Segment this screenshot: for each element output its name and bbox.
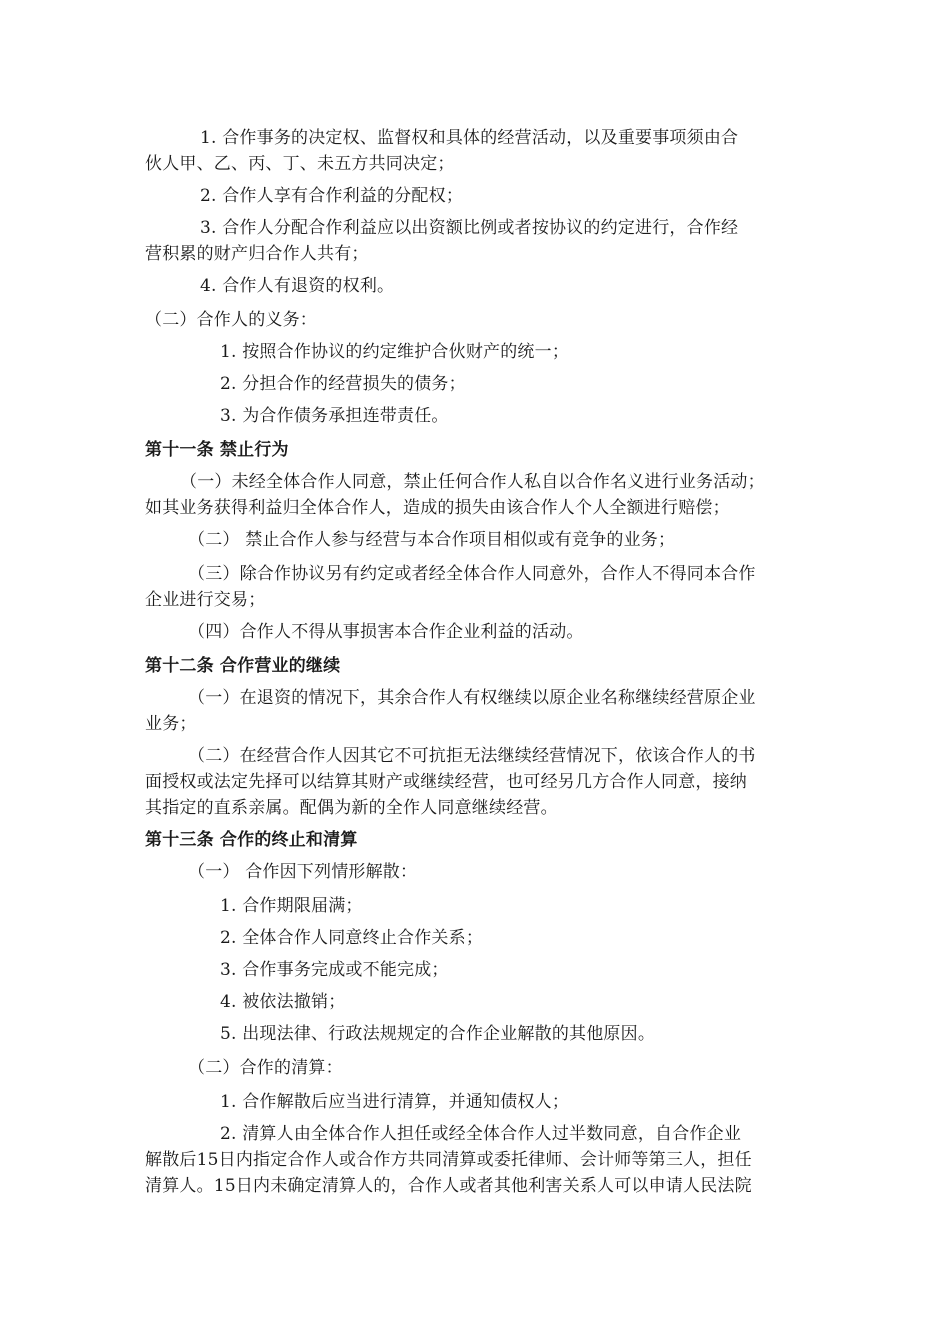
section-subheading: （二）合作人的义务： (145, 310, 317, 330)
paragraph-line: （四）合作人不得从事损害本合作企业利益的活动。 (188, 622, 584, 642)
paragraph-line: 4. 合作人有退资的权利。 (200, 276, 395, 296)
paragraph-line: 1. 按照合作协议的约定维护合伙财产的统一； (220, 342, 570, 362)
paragraph-line: 营积累的财产归合作人共有； (145, 244, 369, 264)
paragraph-line: 3. 为合作债务承担连带责任。 (220, 406, 449, 426)
section-subheading: （二）合作的清算： (188, 1058, 343, 1078)
list-item: 1. 合作期限届满； (220, 896, 363, 916)
article-heading: 第十二条 合作营业的继续 (145, 656, 341, 676)
paragraph-line: （一）在退资的情况下，其余合作人有权继续以原企业名称继续经营原企业 (188, 688, 756, 708)
paragraph-line: 业务； (145, 714, 197, 734)
paragraph-line: 面授权或法定先择可以结算其财产或继续经营，也可经另几方合作人同意，接纳 (145, 772, 747, 792)
list-item: 3. 合作事务完成或不能完成； (220, 960, 449, 980)
list-item: 4. 被依法撤销； (220, 992, 346, 1012)
paragraph-line: 解散后15日内指定合作人或合作方共同清算或委托律师、会计师等第三人，担任 (145, 1150, 752, 1170)
paragraph-line: 其指定的直系亲属。配偶为新的全作人同意继续经营。 (145, 798, 558, 818)
paragraph-line: （二） 禁止合作人参与经营与本合作项目相似或有竞争的业务； (188, 530, 676, 550)
paragraph-line: 企业进行交易； (145, 590, 266, 610)
paragraph-line: 2. 清算人由全体合作人担任或经全体合作人过半数同意，自合作企业 (220, 1124, 742, 1144)
article-heading: 第十一条 禁止行为 (145, 440, 289, 460)
paragraph-line: 伙人甲、乙、丙、丁、未五方共同决定； (145, 154, 455, 174)
paragraph-line: （一）未经全体合作人同意，禁止任何合作人私自以合作名义进行业务活动； (180, 472, 765, 492)
list-item: 1. 合作解散后应当进行清算，并通知债权人； (220, 1092, 570, 1112)
paragraph-line: 3. 合作人分配合作利益应以出资额比例或者按协议的约定进行，合作经 (200, 218, 739, 238)
list-item: 5. 出现法律、行政法规规定的合作企业解散的其他原因。 (220, 1024, 656, 1044)
paragraph-line: 1. 合作事务的决定权、监督权和具体的经营活动，以及重要事项须由合 (200, 128, 739, 148)
paragraph-line: 2. 分担合作的经营损失的债务； (220, 374, 466, 394)
paragraph-line: （二）在经营合作人因其它不可抗拒无法继续经营情况下，依该合作人的书 (188, 746, 756, 766)
paragraph-line: 清算人。15日内未确定清算人的，合作人或者其他利害关系人可以申请人民法院 (145, 1176, 752, 1196)
article-heading: 第十三条 合作的终止和清算 (145, 830, 358, 850)
paragraph-line: 如其业务获得利益归全体合作人，造成的损失由该合作人个人全额进行赔偿； (145, 498, 730, 518)
section-subheading: （一） 合作因下列情形解散： (188, 862, 418, 882)
paragraph-line: （三）除合作协议另有约定或者经全体合作人同意外，合作人不得同本合作 (188, 564, 756, 584)
list-item: 2. 全体合作人同意终止合作关系； (220, 928, 484, 948)
paragraph-line: 2. 合作人享有合作利益的分配权； (200, 186, 464, 206)
